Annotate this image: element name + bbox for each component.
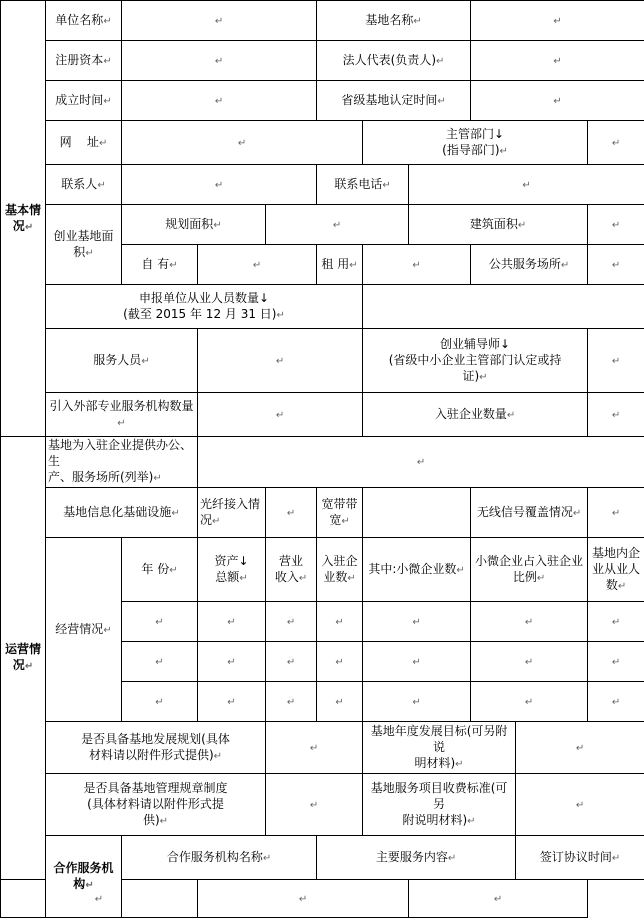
registered-capital-label [46,41,122,81]
fiber-input[interactable] [266,488,317,538]
col-resident-line-2: 业数 [323,570,347,584]
para-mark: ↵ [25,661,33,672]
public-service-input[interactable] [588,245,644,285]
col-resident-line-1: 入驻企 [319,553,360,569]
website-label [46,121,122,165]
section-operation-label [1,437,46,880]
wireless-label [471,488,588,538]
unit-name-label [46,1,122,41]
dev-plan-label [46,722,266,774]
prov-cert-time-input[interactable] [471,81,644,121]
para-mark: ↵ [85,248,93,259]
para-mark: ↵ [85,880,93,891]
para-mark: ↵ [310,743,318,754]
phone-text: 联系电话 [334,177,382,191]
para-mark: ↵ [612,853,620,864]
supervisor-label [363,121,588,165]
para-mark: ↵ [553,96,561,107]
cell-employees[interactable] [588,602,644,642]
registered-capital-text: 注册资本 [55,53,103,67]
prov-cert-time-text: 省级基地认定时间 [341,93,437,107]
para-mark: ↵ [347,573,355,584]
base-name-text: 基地名称 [365,13,413,27]
mgmt-rules-line-1: 是否具备基地管理规章制度 [48,780,263,796]
col-employees [588,538,644,602]
para-mark: ↵ [99,138,107,149]
fiber-label [198,488,266,538]
fee-standard-label [363,774,516,836]
para-mark: ↵ [215,16,223,27]
col-micro [363,538,471,602]
resident-count-text: 入驻企业数量 [435,407,507,421]
para-mark: ↵ [117,418,125,429]
para-mark: ↵ [103,625,111,636]
para-mark: ↵ [299,894,307,905]
para-mark: ↵ [456,565,464,576]
para-mark: ↵ [97,180,105,191]
owned-label [122,245,198,285]
established-label [46,81,122,121]
para-mark: ↵ [500,146,508,157]
para-mark: ↵ [215,180,223,191]
supervisor-line-1: 主管部门↓ [365,126,585,142]
contact-text: 联系人 [61,177,97,191]
para-mark: ↵ [349,260,357,271]
mgmt-rules-input[interactable] [266,774,363,836]
col-revenue [266,538,317,602]
contact-input[interactable] [122,165,317,205]
broadband-label [317,488,363,538]
mentor-line-1: 创业辅导师↓ [365,336,585,352]
para-mark: ↵ [155,617,163,628]
para-mark: ↵ [103,16,111,27]
cell-assets[interactable] [198,682,266,722]
cell-assets[interactable] [198,602,266,642]
para-mark: ↵ [417,457,425,468]
col-revenue-line-2: 收入 [275,570,299,584]
para-mark: ↵ [437,96,445,107]
col-year-text: 年 份 [141,562,169,576]
cell-resident[interactable] [317,602,363,642]
partner-content-input[interactable] [198,880,409,918]
cell-resident[interactable] [317,642,363,682]
cell-assets[interactable] [198,642,266,682]
para-mark: ↵ [155,697,163,708]
para-mark: ↵ [214,751,222,762]
section-basic-text: 基本情况 [5,203,41,233]
legal-rep-input[interactable] [471,41,644,81]
para-mark: ↵ [573,508,581,519]
para-mark: ↵ [537,573,545,584]
owned-input[interactable] [198,245,317,285]
col-revenue-line-1: 营业 [268,553,314,569]
para-mark: ↵ [467,816,475,827]
info-infra-label [46,488,198,538]
col-ratio-line-2: 比例 [513,570,537,584]
cell-revenue[interactable] [266,642,317,682]
col-resident [317,538,363,602]
para-mark: ↵ [612,410,620,421]
cell-revenue[interactable] [266,682,317,722]
cell-micro[interactable] [363,682,471,722]
para-mark: ↵ [25,222,33,233]
staff-count-label [46,285,363,329]
cell-ratio[interactable] [471,642,588,682]
col-emp-line-3: 数 [606,578,618,592]
section-operation-text: 运营情况 [5,642,41,672]
mentor-input[interactable] [588,329,644,393]
cell-micro[interactable] [363,642,471,682]
resident-count-label [363,393,588,437]
para-mark: ↵ [215,56,223,67]
para-mark: ↵ [612,617,620,628]
para-mark: ↵ [276,356,284,367]
para-mark: ↵ [253,260,261,271]
para-mark: ↵ [103,96,111,107]
para-mark: ↵ [612,697,620,708]
para-mark: ↵ [612,356,620,367]
para-mark: ↵ [335,617,343,628]
para-mark: ↵ [448,853,456,864]
office-space-label [46,437,198,488]
para-mark: ↵ [341,516,349,527]
building-area-text: 建筑面积 [470,217,518,231]
section-partner-text: 合作服务机构 [53,861,113,891]
public-service-text: 公共服务场所 [489,257,561,271]
mentor-label [363,329,588,393]
partner-row [1,880,644,918]
ext-agencies-label [46,393,198,437]
ext-agencies-input[interactable] [198,393,363,437]
annual-goal-label [363,722,516,774]
area-text: 创业基地面积 [53,229,113,259]
fiber-line-1: 光纤接入情 [200,496,263,512]
para-mark: ↵ [155,657,163,668]
supervisor-line-2: (指导部门) [442,143,499,157]
para-mark: ↵ [215,96,223,107]
rented-input[interactable] [363,245,471,285]
cell-revenue[interactable] [266,602,317,642]
para-mark: ↵ [287,508,295,519]
planned-area-input[interactable] [266,205,409,245]
office-line-2: 产、服务场所(列举) [48,470,153,484]
unit-name-input[interactable] [122,1,317,41]
para-mark: ↵ [479,372,487,383]
para-mark: ↵ [171,508,179,519]
para-mark: ↵ [494,894,502,905]
para-mark: ↵ [525,617,533,628]
para-mark: ↵ [287,657,295,668]
website-input[interactable] [122,121,363,165]
service-staff-text: 服务人员 [93,353,141,367]
cell-micro[interactable] [363,602,471,642]
para-mark: ↵ [227,657,235,668]
partner-org-input[interactable] [1,880,198,918]
section-basic-label [1,1,46,437]
resident-count-input[interactable] [588,393,644,437]
service-staff-input[interactable] [198,329,363,393]
para-mark: ↵ [525,697,533,708]
cell-employees[interactable] [588,682,644,722]
mgmt-rules-line-3: 供) [143,813,160,827]
wireless-input[interactable] [588,488,644,538]
cell-year[interactable] [122,642,198,682]
para-mark: ↵ [553,16,561,27]
planned-area-text: 规划面积 [165,217,213,231]
broadband-line-2: 宽 [329,513,341,527]
para-mark: ↵ [333,220,341,231]
col-ratio-line-1: 小微企业占入驻企业 [473,553,585,569]
partner-time-header [516,836,644,880]
partner-org-text: 合作服务机构名称 [167,850,263,864]
business-label [46,538,122,722]
partner-content-header [317,836,516,880]
para-mark: ↵ [612,508,620,519]
col-assets [198,538,266,602]
para-mark: ↵ [227,617,235,628]
fee-standard-input[interactable] [516,774,644,836]
fee-standard-line-1: 基地服务项目收费标准(可另 [365,780,513,812]
para-mark: ↵ [169,260,177,271]
para-mark: ↵ [412,260,420,271]
para-mark: ↵ [561,260,569,271]
fiber-line-2: 况 [200,513,212,527]
para-mark: ↵ [382,180,390,191]
para-mark: ↵ [455,759,463,770]
cell-ratio[interactable] [471,682,588,722]
fee-standard-line-2: 附说明材料) [402,813,467,827]
para-mark: ↵ [412,697,420,708]
website-text: 网 址 [60,135,99,149]
base-name-label [317,1,471,41]
service-staff-label [46,329,198,393]
para-mark: ↵ [576,743,584,754]
staff-line-1: 申报单位从业人员数量↓ [48,290,360,306]
dev-plan-line-1: 是否具备基地发展规划(具体 [48,731,263,747]
para-mark: ↵ [238,138,246,149]
para-mark: ↵ [213,220,221,231]
info-infra-text: 基地信息化基础设施 [63,505,171,519]
para-mark: ↵ [212,516,220,527]
cell-employees[interactable] [588,642,644,682]
cell-year[interactable] [122,602,198,642]
para-mark: ↵ [576,800,584,811]
para-mark: ↵ [263,853,271,864]
dev-plan-line-2: 材料请以附件形式提供) [89,748,214,762]
para-mark: ↵ [436,56,444,67]
para-mark: ↵ [413,16,421,27]
para-mark: ↵ [299,573,307,584]
para-mark: ↵ [160,816,168,827]
col-emp-line-1: 基地内企 [590,545,642,561]
mgmt-rules-line-2: (具体材料请以附件形式提 [48,796,263,812]
para-mark: ↵ [335,697,343,708]
para-mark: ↵ [525,657,533,668]
office-line-1: 基地为入驻企业提供办公、生 [48,437,195,469]
para-mark: ↵ [287,697,295,708]
col-assets-line-2: 总额 [215,570,239,584]
phone-label [317,165,409,205]
rented-label [317,245,363,285]
annual-goal-input[interactable] [516,722,644,774]
para-mark: ↵ [612,260,620,271]
cell-year[interactable] [122,682,198,722]
para-mark: ↵ [612,220,620,231]
para-mark: ↵ [276,410,284,421]
public-service-label [471,245,588,285]
building-area-label [409,205,588,245]
partner-time-text: 签订协议时间 [540,850,612,864]
para-mark: ↵ [239,573,247,584]
legal-rep-text: 法人代表(负责人) [343,53,436,67]
para-mark: ↵ [103,56,111,67]
established-input[interactable] [122,81,317,121]
contact-label [46,165,122,205]
mentor-line-2: (省级中小企业主管部门认定或持 [365,352,585,368]
area-label [46,205,122,285]
para-mark: ↵ [310,800,318,811]
cell-ratio[interactable] [471,602,588,642]
unit-name-text: 单位名称 [55,13,103,27]
col-micro-text: 其中:小微企业数 [368,562,456,576]
broadband-line-1: 宽带带 [319,496,360,512]
wireless-text: 无线信号覆盖情况 [477,505,573,519]
established-text: 成立时间 [55,93,103,107]
planned-area-label [122,205,266,245]
para-mark: ↵ [507,410,515,421]
para-mark: ↵ [153,473,161,484]
para-mark: ↵ [553,56,561,67]
partner-time-input[interactable] [409,880,588,918]
partner-org-header [122,836,317,880]
owned-text: 自 有 [141,257,169,271]
broadband-input[interactable] [363,488,471,538]
annual-goal-line-2: 明材料) [414,756,455,770]
para-mark: ↵ [618,581,626,592]
phone-input[interactable] [409,165,644,205]
supervisor-input[interactable] [588,121,644,165]
para-mark: ↵ [518,220,526,231]
building-area-input[interactable] [588,205,644,245]
legal-rep-label [317,41,471,81]
dev-plan-input[interactable] [266,722,363,774]
partner-content-text: 主要服务内容 [376,850,448,864]
para-mark: ↵ [522,180,530,191]
registered-capital-input[interactable] [122,41,317,81]
mentor-line-3: 证) [462,369,479,383]
para-mark: ↵ [227,697,235,708]
ext-agencies-text: 引入外部专业服务机构数量 [49,399,193,413]
cell-resident[interactable] [317,682,363,722]
office-space-input[interactable] [198,437,644,488]
para-mark: ↵ [276,310,284,321]
staff-line-2: (截至 2015 年 12 月 31 日) [123,307,276,321]
rented-text: 租 用 [321,257,349,271]
para-mark: ↵ [612,657,620,668]
prov-cert-time-label [317,81,471,121]
col-ratio [471,538,588,602]
para-mark: ↵ [141,356,149,367]
col-year [122,538,198,602]
para-mark: ↵ [95,894,103,905]
mgmt-rules-label [46,774,266,836]
para-mark: ↵ [335,657,343,668]
col-emp-line-2: 业从业人 [590,561,642,577]
col-assets-line-1: 资产↓ [200,553,263,569]
staff-count-input[interactable] [363,285,644,329]
para-mark: ↵ [412,617,420,628]
para-mark: ↵ [169,565,177,576]
base-name-input[interactable] [471,1,644,41]
annual-goal-line-1: 基地年度发展目标(可另附说 [365,723,513,755]
para-mark: ↵ [287,617,295,628]
para-mark: ↵ [612,138,620,149]
business-text: 经营情况 [55,622,103,636]
para-mark: ↵ [412,657,420,668]
